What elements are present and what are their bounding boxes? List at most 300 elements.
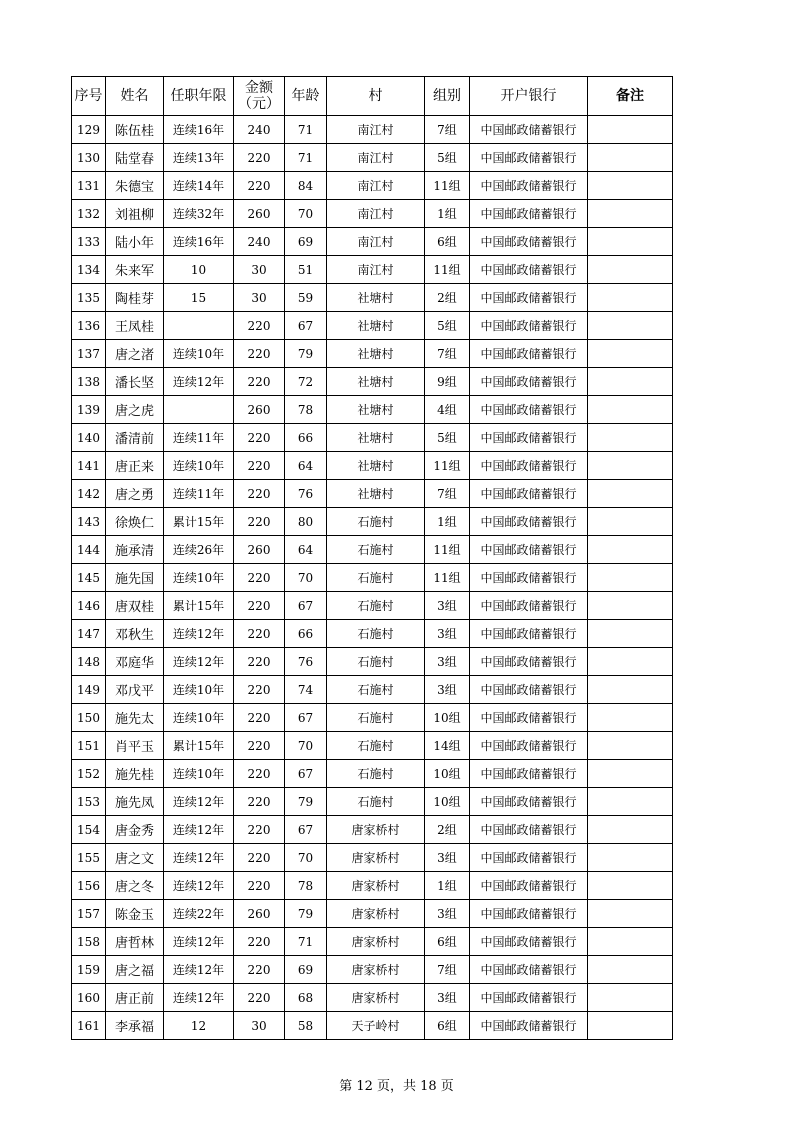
table-row bbox=[72, 788, 673, 816]
table-row bbox=[72, 844, 673, 872]
cell-village: 社塘村 bbox=[327, 396, 425, 424]
cell-name: 陈金玉 bbox=[106, 900, 164, 928]
cell-village: 南江村 bbox=[327, 116, 425, 144]
cell-name: 王凤桂 bbox=[106, 312, 164, 340]
cell-group: 10组 bbox=[425, 704, 470, 732]
cell-name: 唐正前 bbox=[106, 984, 164, 1012]
cell-seq: 157 bbox=[72, 900, 106, 928]
cell-age: 64 bbox=[285, 536, 327, 564]
cell-village: 唐家桥村 bbox=[327, 816, 425, 844]
cell-remark bbox=[588, 704, 673, 732]
cell-group: 7组 bbox=[425, 956, 470, 984]
header-age: 年龄 bbox=[285, 77, 327, 116]
cell-bank: 中国邮政储蓄银行 bbox=[470, 564, 588, 592]
cell-tenure: 连续12年 bbox=[164, 956, 234, 984]
cell-tenure bbox=[164, 312, 234, 340]
cell-village: 石施村 bbox=[327, 704, 425, 732]
cell-bank: 中国邮政储蓄银行 bbox=[470, 536, 588, 564]
cell-group: 1组 bbox=[425, 872, 470, 900]
cell-group: 10组 bbox=[425, 760, 470, 788]
cell-group: 4组 bbox=[425, 396, 470, 424]
cell-name: 朱德宝 bbox=[106, 172, 164, 200]
table-row bbox=[72, 452, 673, 480]
cell-amount: 220 bbox=[234, 704, 285, 732]
cell-bank: 中国邮政储蓄银行 bbox=[470, 648, 588, 676]
cell-seq: 139 bbox=[72, 396, 106, 424]
cell-amount: 220 bbox=[234, 312, 285, 340]
cell-tenure: 连续10年 bbox=[164, 452, 234, 480]
table-row bbox=[72, 872, 673, 900]
cell-remark bbox=[588, 816, 673, 844]
cell-name: 朱来军 bbox=[106, 256, 164, 284]
cell-seq: 161 bbox=[72, 1012, 106, 1040]
cell-name: 陈伍桂 bbox=[106, 116, 164, 144]
cell-tenure: 连续12年 bbox=[164, 844, 234, 872]
cell-village: 南江村 bbox=[327, 200, 425, 228]
cell-seq: 148 bbox=[72, 648, 106, 676]
cell-village: 社塘村 bbox=[327, 424, 425, 452]
cell-bank: 中国邮政储蓄银行 bbox=[470, 732, 588, 760]
cell-remark bbox=[588, 956, 673, 984]
cell-name: 唐之虎 bbox=[106, 396, 164, 424]
cell-remark bbox=[588, 760, 673, 788]
cell-name: 施先凤 bbox=[106, 788, 164, 816]
cell-tenure: 连续10年 bbox=[164, 704, 234, 732]
cell-bank: 中国邮政储蓄银行 bbox=[470, 396, 588, 424]
cell-name: 施先国 bbox=[106, 564, 164, 592]
table-row bbox=[72, 536, 673, 564]
cell-tenure: 连续26年 bbox=[164, 536, 234, 564]
cell-age: 67 bbox=[285, 592, 327, 620]
cell-village: 石施村 bbox=[327, 592, 425, 620]
cell-seq: 138 bbox=[72, 368, 106, 396]
cell-remark bbox=[588, 620, 673, 648]
cell-village: 石施村 bbox=[327, 732, 425, 760]
table-row bbox=[72, 928, 673, 956]
cell-group: 5组 bbox=[425, 424, 470, 452]
cell-village: 石施村 bbox=[327, 676, 425, 704]
cell-age: 66 bbox=[285, 424, 327, 452]
table-row bbox=[72, 172, 673, 200]
cell-bank: 中国邮政储蓄银行 bbox=[470, 228, 588, 256]
header-group: 组别 bbox=[425, 77, 470, 116]
cell-tenure: 累计15年 bbox=[164, 732, 234, 760]
cell-remark bbox=[588, 536, 673, 564]
cell-bank: 中国邮政储蓄银行 bbox=[470, 788, 588, 816]
header-seq: 序号 bbox=[72, 77, 106, 116]
cell-village: 石施村 bbox=[327, 760, 425, 788]
table-row bbox=[72, 732, 673, 760]
cell-seq: 152 bbox=[72, 760, 106, 788]
cell-age: 79 bbox=[285, 340, 327, 368]
cell-village: 石施村 bbox=[327, 536, 425, 564]
cell-age: 68 bbox=[285, 984, 327, 1012]
cell-group: 5组 bbox=[425, 144, 470, 172]
cell-village: 天子岭村 bbox=[327, 1012, 425, 1040]
cell-age: 72 bbox=[285, 368, 327, 396]
cell-amount: 260 bbox=[234, 900, 285, 928]
cell-amount: 220 bbox=[234, 760, 285, 788]
table-row bbox=[72, 144, 673, 172]
cell-tenure bbox=[164, 396, 234, 424]
cell-village: 社塘村 bbox=[327, 368, 425, 396]
cell-tenure: 连续12年 bbox=[164, 620, 234, 648]
cell-village: 石施村 bbox=[327, 564, 425, 592]
cell-amount: 240 bbox=[234, 228, 285, 256]
cell-amount: 260 bbox=[234, 200, 285, 228]
cell-age: 70 bbox=[285, 844, 327, 872]
cell-tenure: 连续13年 bbox=[164, 144, 234, 172]
cell-tenure: 连续10年 bbox=[164, 340, 234, 368]
cell-age: 79 bbox=[285, 900, 327, 928]
table-row bbox=[72, 340, 673, 368]
cell-name: 唐哲林 bbox=[106, 928, 164, 956]
cell-name: 肖平玉 bbox=[106, 732, 164, 760]
cell-amount: 220 bbox=[234, 144, 285, 172]
cell-village: 石施村 bbox=[327, 508, 425, 536]
cell-remark bbox=[588, 592, 673, 620]
cell-seq: 154 bbox=[72, 816, 106, 844]
cell-name: 唐正来 bbox=[106, 452, 164, 480]
cell-seq: 158 bbox=[72, 928, 106, 956]
cell-remark bbox=[588, 984, 673, 1012]
cell-name: 邓庭华 bbox=[106, 648, 164, 676]
cell-group: 9组 bbox=[425, 368, 470, 396]
table-row bbox=[72, 816, 673, 844]
cell-group: 5组 bbox=[425, 312, 470, 340]
cell-amount: 240 bbox=[234, 116, 285, 144]
cell-remark bbox=[588, 872, 673, 900]
cell-amount: 220 bbox=[234, 480, 285, 508]
cell-age: 78 bbox=[285, 396, 327, 424]
cell-age: 79 bbox=[285, 788, 327, 816]
table-row bbox=[72, 368, 673, 396]
cell-bank: 中国邮政储蓄银行 bbox=[470, 592, 588, 620]
cell-amount: 220 bbox=[234, 508, 285, 536]
cell-age: 76 bbox=[285, 480, 327, 508]
cell-remark bbox=[588, 676, 673, 704]
cell-tenure: 12 bbox=[164, 1012, 234, 1040]
cell-seq: 130 bbox=[72, 144, 106, 172]
cell-name: 李承福 bbox=[106, 1012, 164, 1040]
cell-bank: 中国邮政储蓄银行 bbox=[470, 200, 588, 228]
cell-amount: 220 bbox=[234, 620, 285, 648]
cell-name: 唐之文 bbox=[106, 844, 164, 872]
header-row bbox=[72, 77, 673, 116]
cell-seq: 146 bbox=[72, 592, 106, 620]
cell-bank: 中国邮政储蓄银行 bbox=[470, 312, 588, 340]
cell-age: 67 bbox=[285, 312, 327, 340]
cell-amount: 220 bbox=[234, 872, 285, 900]
cell-seq: 137 bbox=[72, 340, 106, 368]
cell-name: 唐之渚 bbox=[106, 340, 164, 368]
table-row bbox=[72, 760, 673, 788]
cell-seq: 133 bbox=[72, 228, 106, 256]
cell-group: 11组 bbox=[425, 564, 470, 592]
cell-group: 7组 bbox=[425, 340, 470, 368]
cell-tenure: 连续10年 bbox=[164, 676, 234, 704]
cell-village: 唐家桥村 bbox=[327, 928, 425, 956]
table-row bbox=[72, 424, 673, 452]
cell-tenure: 连续12年 bbox=[164, 984, 234, 1012]
cell-bank: 中国邮政储蓄银行 bbox=[470, 956, 588, 984]
header-tenure: 任职年限 bbox=[164, 77, 234, 116]
cell-bank: 中国邮政储蓄银行 bbox=[470, 340, 588, 368]
cell-group: 1组 bbox=[425, 200, 470, 228]
cell-name: 陶桂芽 bbox=[106, 284, 164, 312]
cell-village: 唐家桥村 bbox=[327, 956, 425, 984]
cell-remark bbox=[588, 368, 673, 396]
cell-bank: 中国邮政储蓄银行 bbox=[470, 1012, 588, 1040]
cell-village: 社塘村 bbox=[327, 452, 425, 480]
page-footer: 第 12 页，共 18 页 bbox=[339, 1079, 454, 1094]
table-row bbox=[72, 564, 673, 592]
cell-village: 社塘村 bbox=[327, 312, 425, 340]
cell-bank: 中国邮政储蓄银行 bbox=[470, 172, 588, 200]
cell-age: 70 bbox=[285, 732, 327, 760]
cell-age: 71 bbox=[285, 116, 327, 144]
cell-amount: 220 bbox=[234, 452, 285, 480]
cell-tenure: 累计15年 bbox=[164, 508, 234, 536]
cell-tenure: 连续12年 bbox=[164, 816, 234, 844]
cell-seq: 159 bbox=[72, 956, 106, 984]
cell-name: 邓戊平 bbox=[106, 676, 164, 704]
cell-amount: 220 bbox=[234, 368, 285, 396]
table-row bbox=[72, 256, 673, 284]
cell-group: 11组 bbox=[425, 452, 470, 480]
cell-group: 3组 bbox=[425, 984, 470, 1012]
roster-body bbox=[72, 116, 673, 1040]
cell-age: 70 bbox=[285, 200, 327, 228]
cell-remark bbox=[588, 172, 673, 200]
cell-bank: 中国邮政储蓄银行 bbox=[470, 900, 588, 928]
cell-village: 石施村 bbox=[327, 648, 425, 676]
cell-amount: 220 bbox=[234, 564, 285, 592]
cell-tenure: 连续11年 bbox=[164, 424, 234, 452]
cell-seq: 131 bbox=[72, 172, 106, 200]
cell-group: 11组 bbox=[425, 256, 470, 284]
cell-age: 66 bbox=[285, 620, 327, 648]
cell-name: 施先太 bbox=[106, 704, 164, 732]
cell-age: 69 bbox=[285, 956, 327, 984]
cell-age: 58 bbox=[285, 1012, 327, 1040]
cell-group: 3组 bbox=[425, 900, 470, 928]
cell-bank: 中国邮政储蓄银行 bbox=[470, 256, 588, 284]
cell-village: 南江村 bbox=[327, 228, 425, 256]
cell-amount: 220 bbox=[234, 648, 285, 676]
cell-amount: 260 bbox=[234, 396, 285, 424]
table-row bbox=[72, 704, 673, 732]
cell-group: 11组 bbox=[425, 536, 470, 564]
cell-group: 2组 bbox=[425, 284, 470, 312]
cell-group: 1组 bbox=[425, 508, 470, 536]
cell-amount: 220 bbox=[234, 676, 285, 704]
cell-name: 陆堂春 bbox=[106, 144, 164, 172]
header-amount-line1: 金额 bbox=[245, 80, 273, 96]
cell-seq: 129 bbox=[72, 116, 106, 144]
cell-group: 11组 bbox=[425, 172, 470, 200]
cell-age: 67 bbox=[285, 704, 327, 732]
cell-age: 80 bbox=[285, 508, 327, 536]
cell-name: 邓秋生 bbox=[106, 620, 164, 648]
cell-tenure: 连续32年 bbox=[164, 200, 234, 228]
cell-seq: 156 bbox=[72, 872, 106, 900]
cell-remark bbox=[588, 480, 673, 508]
header-remark: 备注 bbox=[588, 77, 673, 116]
cell-seq: 142 bbox=[72, 480, 106, 508]
cell-name: 唐之冬 bbox=[106, 872, 164, 900]
table-row bbox=[72, 284, 673, 312]
cell-bank: 中国邮政储蓄银行 bbox=[470, 116, 588, 144]
roster-table bbox=[71, 76, 673, 1040]
cell-name: 陆小年 bbox=[106, 228, 164, 256]
cell-village: 石施村 bbox=[327, 788, 425, 816]
cell-name: 唐之福 bbox=[106, 956, 164, 984]
header-amount bbox=[234, 77, 285, 116]
cell-seq: 160 bbox=[72, 984, 106, 1012]
cell-bank: 中国邮政储蓄银行 bbox=[470, 872, 588, 900]
cell-age: 67 bbox=[285, 816, 327, 844]
cell-remark bbox=[588, 1012, 673, 1040]
cell-amount: 220 bbox=[234, 172, 285, 200]
cell-age: 59 bbox=[285, 284, 327, 312]
cell-remark bbox=[588, 424, 673, 452]
cell-bank: 中国邮政储蓄银行 bbox=[470, 144, 588, 172]
cell-amount: 220 bbox=[234, 928, 285, 956]
cell-remark bbox=[588, 564, 673, 592]
cell-amount: 220 bbox=[234, 424, 285, 452]
cell-group: 10组 bbox=[425, 788, 470, 816]
cell-tenure: 10 bbox=[164, 256, 234, 284]
cell-group: 14组 bbox=[425, 732, 470, 760]
cell-tenure: 15 bbox=[164, 284, 234, 312]
table-row bbox=[72, 480, 673, 508]
cell-remark bbox=[588, 844, 673, 872]
cell-tenure: 连续10年 bbox=[164, 564, 234, 592]
cell-amount: 220 bbox=[234, 984, 285, 1012]
cell-tenure: 连续16年 bbox=[164, 116, 234, 144]
cell-tenure: 连续12年 bbox=[164, 368, 234, 396]
cell-remark bbox=[588, 228, 673, 256]
cell-tenure: 连续16年 bbox=[164, 228, 234, 256]
cell-village: 南江村 bbox=[327, 256, 425, 284]
table-row bbox=[72, 592, 673, 620]
cell-remark bbox=[588, 648, 673, 676]
cell-group: 2组 bbox=[425, 816, 470, 844]
cell-age: 84 bbox=[285, 172, 327, 200]
table-row bbox=[72, 648, 673, 676]
cell-seq: 140 bbox=[72, 424, 106, 452]
cell-bank: 中国邮政储蓄银行 bbox=[470, 984, 588, 1012]
table-row bbox=[72, 620, 673, 648]
cell-bank: 中国邮政储蓄银行 bbox=[470, 452, 588, 480]
cell-seq: 149 bbox=[72, 676, 106, 704]
cell-bank: 中国邮政储蓄银行 bbox=[470, 284, 588, 312]
cell-seq: 144 bbox=[72, 536, 106, 564]
cell-bank: 中国邮政储蓄银行 bbox=[470, 844, 588, 872]
cell-amount: 220 bbox=[234, 340, 285, 368]
cell-bank: 中国邮政储蓄银行 bbox=[470, 508, 588, 536]
cell-age: 78 bbox=[285, 872, 327, 900]
cell-village: 社塘村 bbox=[327, 284, 425, 312]
cell-remark bbox=[588, 256, 673, 284]
table-row bbox=[72, 396, 673, 424]
cell-village: 唐家桥村 bbox=[327, 844, 425, 872]
cell-remark bbox=[588, 396, 673, 424]
cell-remark bbox=[588, 284, 673, 312]
cell-remark bbox=[588, 900, 673, 928]
cell-seq: 141 bbox=[72, 452, 106, 480]
cell-bank: 中国邮政储蓄银行 bbox=[470, 760, 588, 788]
cell-seq: 145 bbox=[72, 564, 106, 592]
cell-remark bbox=[588, 508, 673, 536]
cell-group: 7组 bbox=[425, 480, 470, 508]
cell-group: 3组 bbox=[425, 620, 470, 648]
cell-name: 施先桂 bbox=[106, 760, 164, 788]
cell-amount: 30 bbox=[234, 1012, 285, 1040]
cell-tenure: 连续22年 bbox=[164, 900, 234, 928]
header-village: 村 bbox=[327, 77, 425, 116]
cell-village: 唐家桥村 bbox=[327, 872, 425, 900]
cell-age: 71 bbox=[285, 928, 327, 956]
cell-amount: 30 bbox=[234, 284, 285, 312]
cell-tenure: 连续12年 bbox=[164, 928, 234, 956]
cell-bank: 中国邮政储蓄银行 bbox=[470, 816, 588, 844]
cell-seq: 135 bbox=[72, 284, 106, 312]
cell-amount: 220 bbox=[234, 844, 285, 872]
cell-age: 74 bbox=[285, 676, 327, 704]
cell-age: 69 bbox=[285, 228, 327, 256]
cell-village: 石施村 bbox=[327, 620, 425, 648]
table-row bbox=[72, 1012, 673, 1040]
cell-tenure: 连续10年 bbox=[164, 760, 234, 788]
cell-bank: 中国邮政储蓄银行 bbox=[470, 704, 588, 732]
cell-group: 6组 bbox=[425, 928, 470, 956]
table-row bbox=[72, 956, 673, 984]
cell-name: 唐金秀 bbox=[106, 816, 164, 844]
cell-tenure: 累计15年 bbox=[164, 592, 234, 620]
cell-group: 6组 bbox=[425, 1012, 470, 1040]
cell-remark bbox=[588, 200, 673, 228]
cell-remark bbox=[588, 312, 673, 340]
cell-amount: 220 bbox=[234, 816, 285, 844]
cell-village: 社塘村 bbox=[327, 480, 425, 508]
table-row bbox=[72, 984, 673, 1012]
cell-group: 3组 bbox=[425, 648, 470, 676]
cell-name: 潘长坚 bbox=[106, 368, 164, 396]
table-row bbox=[72, 900, 673, 928]
cell-tenure: 连续12年 bbox=[164, 872, 234, 900]
cell-bank: 中国邮政储蓄银行 bbox=[470, 424, 588, 452]
cell-group: 7组 bbox=[425, 116, 470, 144]
cell-group: 3组 bbox=[425, 592, 470, 620]
cell-tenure: 连续14年 bbox=[164, 172, 234, 200]
cell-name: 潘清前 bbox=[106, 424, 164, 452]
table-row bbox=[72, 312, 673, 340]
cell-bank: 中国邮政储蓄银行 bbox=[470, 480, 588, 508]
cell-seq: 132 bbox=[72, 200, 106, 228]
cell-remark bbox=[588, 788, 673, 816]
cell-tenure: 连续11年 bbox=[164, 480, 234, 508]
cell-amount: 220 bbox=[234, 592, 285, 620]
cell-tenure: 连续12年 bbox=[164, 788, 234, 816]
cell-group: 6组 bbox=[425, 228, 470, 256]
header-amount-line2: （元） bbox=[238, 96, 280, 112]
cell-bank: 中国邮政储蓄银行 bbox=[470, 368, 588, 396]
cell-village: 南江村 bbox=[327, 144, 425, 172]
cell-seq: 147 bbox=[72, 620, 106, 648]
cell-remark bbox=[588, 116, 673, 144]
